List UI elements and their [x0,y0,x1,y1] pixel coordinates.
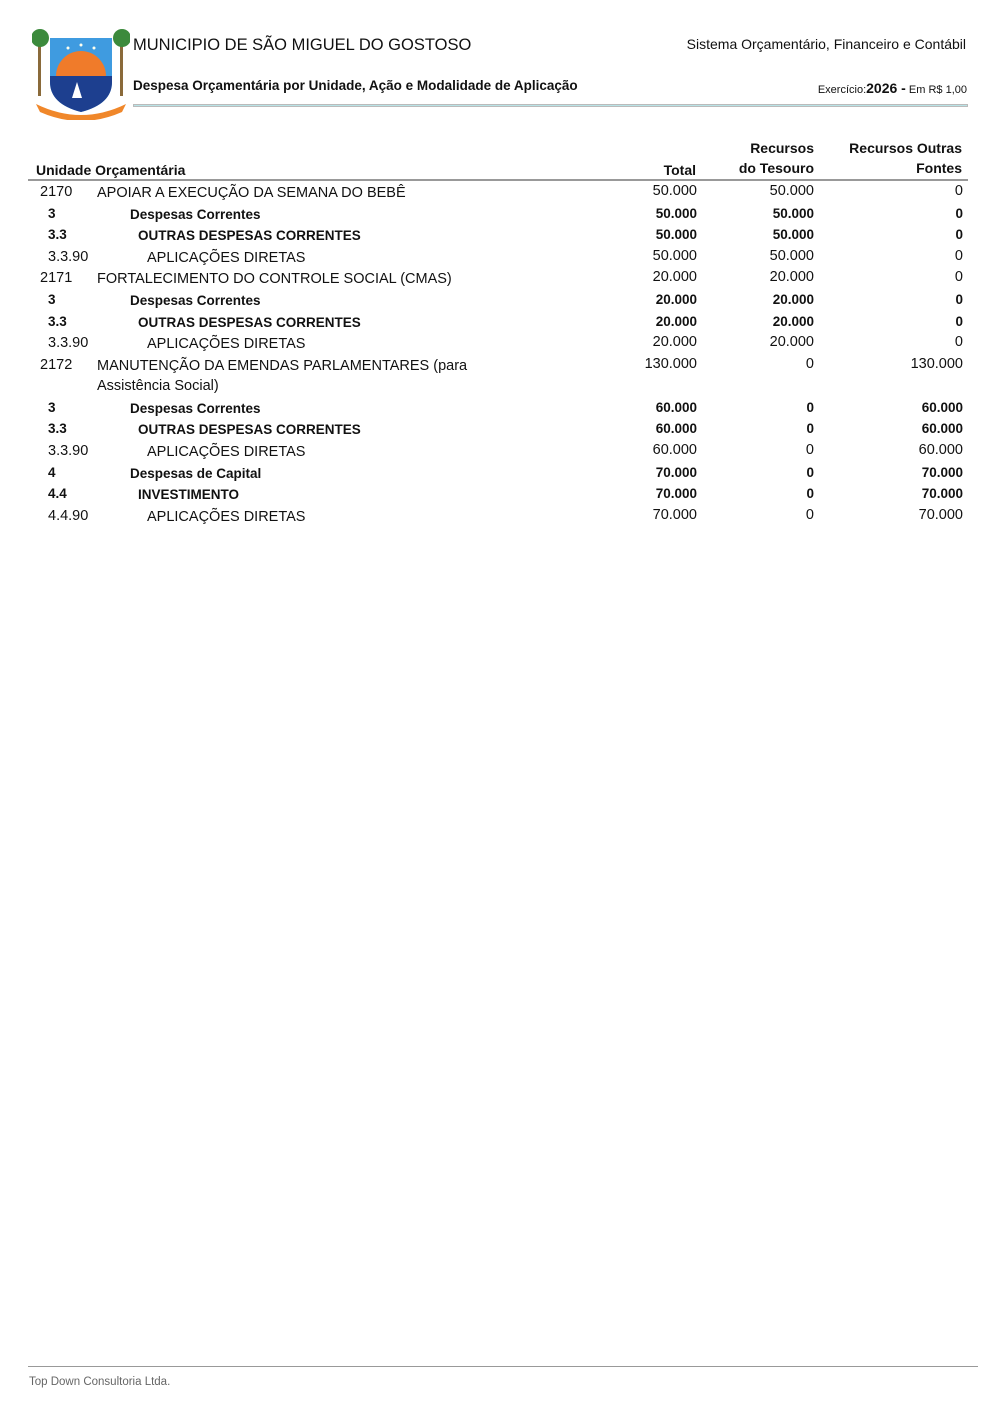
column-header-unit: Unidade Orçamentária [36,162,186,178]
row-tesouro: 50.000 [772,227,814,243]
row-code: 2171 [40,270,73,287]
row-description: Despesas Correntes [130,400,261,416]
table-header-divider [28,179,968,181]
row-description: OUTRAS DESPESAS CORRENTES [138,228,361,244]
row-code: 3.3.90 [48,335,89,352]
row-tesouro: 0 [805,441,814,458]
table-row [0,506,1000,528]
row-tesouro: 20.000 [769,334,814,351]
row-outras: 0 [955,205,963,221]
row-description: INVESTIMENTO [138,487,240,503]
table-row [0,204,1000,226]
municipality-name: MUNICIPIO DE SÃO MIGUEL DO GOSTOSO [133,36,472,54]
municipal-coat-of-arms-logo [32,26,130,120]
row-outras: 60.000 [918,441,963,458]
row-total: 20.000 [655,313,697,329]
column-header-tesouro-line1: Recursos [750,140,814,156]
row-total: 50.000 [655,227,697,243]
row-total: 60.000 [655,421,697,437]
row-total: 20.000 [652,269,697,286]
row-total: 70.000 [655,486,697,502]
row-total: 70.000 [655,464,697,480]
table-row [0,441,1000,463]
row-description: APLICAÇÕES DIRETAS [147,508,306,525]
exercise-info [818,80,967,96]
row-tesouro: 0 [805,355,814,372]
row-outras: 0 [954,247,963,264]
table-row [0,484,1000,506]
row-description: APLICAÇÕES DIRETAS [147,249,306,266]
row-total: 20.000 [652,334,697,351]
footer-divider [28,1366,978,1367]
currency-label: Em R$ 1,00 [908,84,967,96]
table-row [0,355,1000,398]
row-tesouro: 50.000 [769,247,814,264]
row-tesouro: 50.000 [769,183,814,199]
row-total: 50.000 [652,247,697,264]
row-description: APOIAR A EXECUÇÃO DA SEMANA DO BEBÊ [97,185,406,201]
table-row [0,333,1000,355]
row-description: APLICAÇÕES DIRETAS [147,443,306,460]
system-name: Sistema Orçamentário, Financeiro e Contábil [686,36,966,52]
row-outras: 70.000 [921,486,963,502]
row-outras: 0 [954,183,963,199]
table-row [0,225,1000,247]
row-code: 3.3.90 [48,442,89,459]
row-outras: 0 [954,269,963,286]
row-tesouro: 0 [806,421,814,437]
row-total: 130.000 [644,355,697,372]
row-outras: 60.000 [921,399,963,415]
column-header-total: Total [663,162,696,178]
row-tesouro: 0 [806,399,814,415]
table-row [0,419,1000,441]
row-outras: 0 [955,227,963,243]
column-header-outras-line1: Recursos Outras [849,140,962,156]
row-tesouro: 0 [806,486,814,502]
table-row [0,182,1000,204]
exercise-year: 2026 - [866,80,906,96]
row-outras: 0 [955,313,963,329]
column-header-tesouro-line2: do Tesouro [738,160,814,176]
table-row [0,398,1000,420]
row-tesouro: 20.000 [772,291,814,307]
row-description: FORTALECIMENTO DO CONTROLE SOCIAL (CMAS) [97,271,452,288]
row-code: 4.4.90 [48,507,89,524]
row-code: 3.3 [48,313,67,329]
row-tesouro: 20.000 [769,269,814,286]
table-row [0,290,1000,312]
row-code: 3.3.90 [48,248,89,265]
row-description: Despesas Correntes [130,206,261,222]
row-total: 20.000 [655,291,697,307]
row-code: 3 [48,291,56,307]
row-description: OUTRAS DESPESAS CORRENTES [138,422,361,438]
row-description: APLICAÇÕES DIRETAS [147,336,306,353]
row-code: 2172 [40,356,73,373]
row-total: 50.000 [655,205,697,221]
row-code: 3.3 [48,421,67,437]
row-code: 3.3 [48,227,67,243]
row-tesouro: 50.000 [772,205,814,221]
row-total: 50.000 [652,183,697,199]
footer-company: Top Down Consultoria Ltda. [29,1376,171,1388]
header-divider [133,104,968,107]
row-outras: 70.000 [918,506,963,523]
row-tesouro: 0 [806,464,814,480]
table-row [0,463,1000,485]
row-total: 60.000 [652,441,697,458]
row-tesouro: 0 [805,506,814,523]
table-row [0,247,1000,269]
exercise-label: Exercício: [817,84,867,96]
column-header-outras [849,140,962,176]
row-outras: 60.000 [921,421,963,437]
report-title: Despesa Orçamentária por Unidade, Ação e Modalidade de Aplicação [133,78,578,93]
row-code: 4 [48,464,56,480]
row-outras: 130.000 [910,355,963,372]
table-row [0,312,1000,334]
table-row [0,268,1000,290]
row-code: 2170 [40,184,73,200]
column-header-outras-line2: Fontes [916,160,962,176]
column-header-tesouro [739,140,814,176]
row-outras: 70.000 [921,464,963,480]
row-outras: 0 [955,291,963,307]
row-description: Despesas de Capital [130,465,262,481]
row-total: 60.000 [655,399,697,415]
row-description: OUTRAS DESPESAS CORRENTES [138,314,361,330]
row-description: MANUTENÇÃO DA EMENDAS PARLAMENTARES (para Assistência Social) [97,357,468,394]
row-code: 3 [48,399,56,415]
row-description: Despesas Correntes [130,292,261,308]
row-tesouro: 20.000 [772,313,814,329]
row-code: 4.4 [48,486,67,502]
row-outras: 0 [954,334,963,351]
row-code: 3 [48,205,56,221]
table-body [0,182,1000,527]
row-total: 70.000 [652,506,697,523]
